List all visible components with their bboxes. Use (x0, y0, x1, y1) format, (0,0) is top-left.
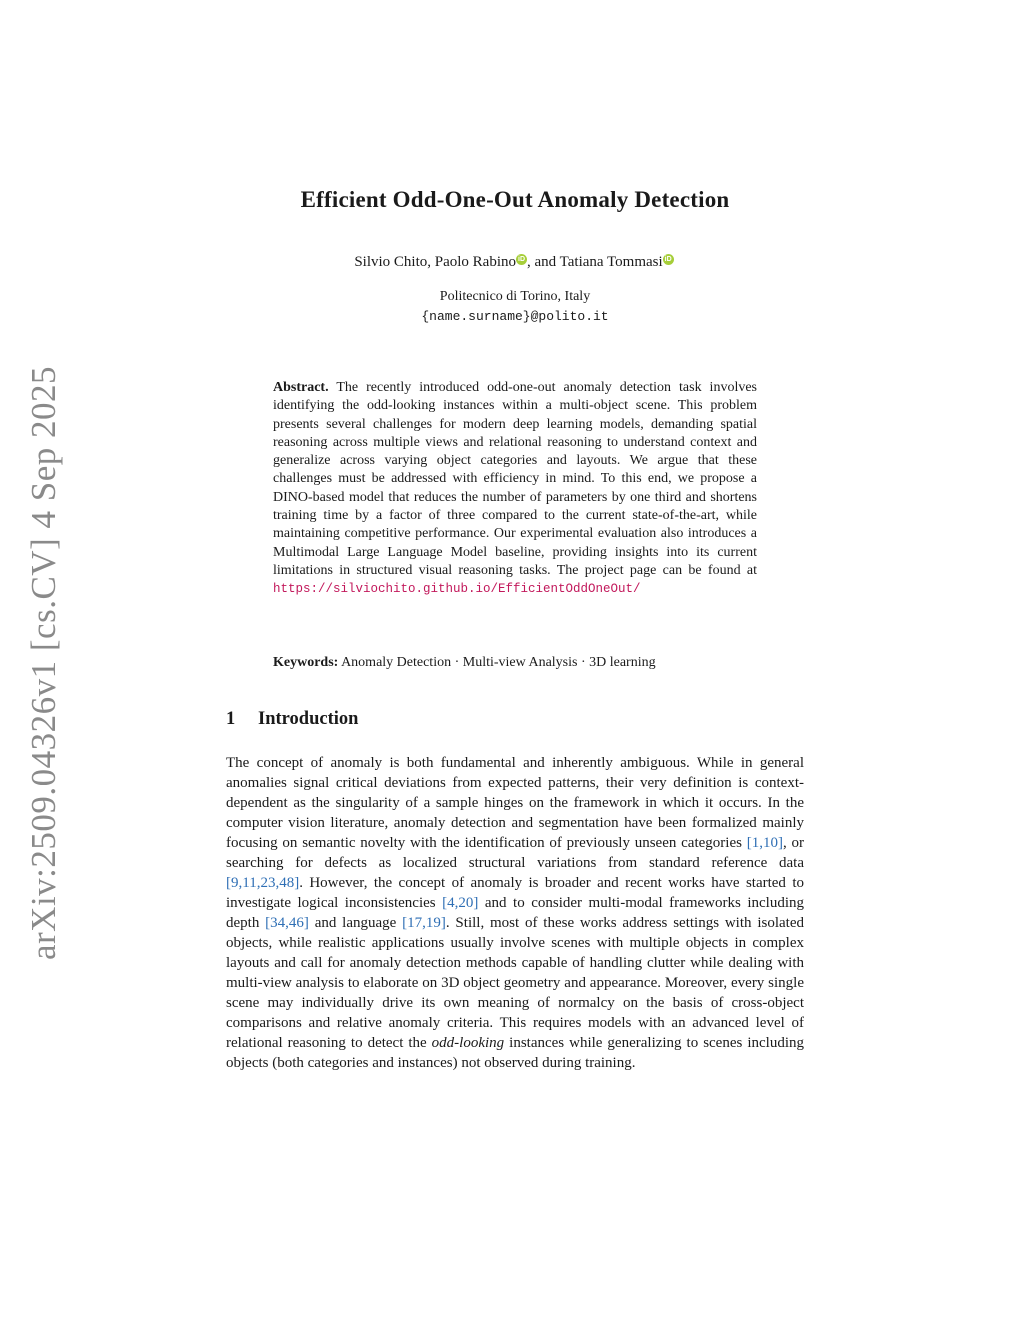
section-number: 1 (226, 709, 236, 729)
intro-text: . However, the concept of anomaly is broader and recent works have started to investigate logical inconsistencies (226, 875, 804, 911)
intro-text: instances while generalizing to scenes including objects (both categories and instances) not observed during training. (226, 1035, 804, 1071)
abstract-text: The recently introduced odd-one-out anomaly detection task involves identifying the odd-looking instances within a multi-object scene. This problem presents several challenges for modern deep learning models, demanding spatial reasoning across multiple views and relational reasoning to understand context and generalize across varying object categories and layouts. We argue that these challenges must be addressed with efficiency in mind. To this end, we propose a DINO-based model that reduces the number of parameters by one third and shortens training time by a factor of three compared to the current state-of-the-art, while maintaining competitive performance. Our experimental evaluation also introduces a Multimodal Large Language Model baseline, providing insights into its current limitations in structured visual reasoning tasks. The project page can be found at (273, 380, 758, 578)
citation-link[interactable]: [9,11,23,48] (226, 875, 300, 891)
intro-emphasis: odd-looking (431, 1035, 505, 1051)
citation-link[interactable]: [4,20] (442, 895, 479, 911)
author-list (0, 254, 1024, 271)
arxiv-identifier-stamp (20, 365, 68, 960)
project-page-link[interactable]: https://silviochito.github.io/EfficientOddOneOut/ (273, 582, 641, 597)
intro-text: . Still, most of these works address settings with isolated objects, while realistic applications usually involve scenes with multiple objects in complex layouts and call for anomaly detection methods capable of handling clutter while dealing with multi-view analysis to elaborate on 3D object geometry and appearance. Moreover, every single scene may individually drive its own meaning of normalcy on the basis of cross-object comparisons and relative anomaly criteria. This requires models with an advanced level of relational reasoning to detect the (226, 915, 804, 1051)
author-names: Silvio Chito, Paolo Rabino (354, 254, 517, 270)
citation-link[interactable]: [17,19] (402, 915, 446, 931)
introduction-paragraph (226, 753, 804, 1073)
author-email: {name.surname}@polito.it (421, 309, 609, 324)
keywords-label: Keywords: (273, 655, 339, 670)
intro-text: and to consider multi-modal frameworks including depth (226, 895, 804, 931)
affiliation: Politecnico di Torino, Italy (439, 289, 591, 304)
author-names-rest: , and Tatiana Tommasi (527, 254, 663, 270)
arxiv-stamp-text: arXiv:2509.04326v1 [cs.CV] 4 Sep 2025 (24, 365, 64, 960)
keywords-text: Anomaly Detection · Multi-view Analysis · 3D learning (341, 655, 656, 670)
orcid-icon[interactable]: iD (664, 256, 672, 263)
intro-text: and language (308, 915, 403, 931)
citation-link[interactable]: [34,46] (265, 915, 309, 931)
abstract-label: Abstract. (273, 380, 329, 395)
citation-link[interactable]: [1,10] (746, 835, 783, 851)
orcid-icon[interactable]: iD (518, 256, 526, 263)
paper-title: Efficient Odd-One-Out Anomaly Detection (300, 187, 730, 212)
intro-text: The concept of anomaly is both fundamental and inherently ambiguous. While in general anomalies signal critical deviations from expected patterns, their very definition is context-dependent as the singularity of a sample hinges on the framework in which it occurs. In the computer vision literature, anomaly detection and segmentation have been formalized mainly focusing on semantic novelty with the identification of previously unseen categories (226, 755, 804, 851)
abstract (273, 379, 757, 599)
section-title: Introduction (258, 709, 359, 729)
section-heading (226, 709, 358, 730)
keywords (273, 655, 763, 671)
intro-text: , or searching for defects as localized structural variations from standard reference data (226, 835, 805, 871)
